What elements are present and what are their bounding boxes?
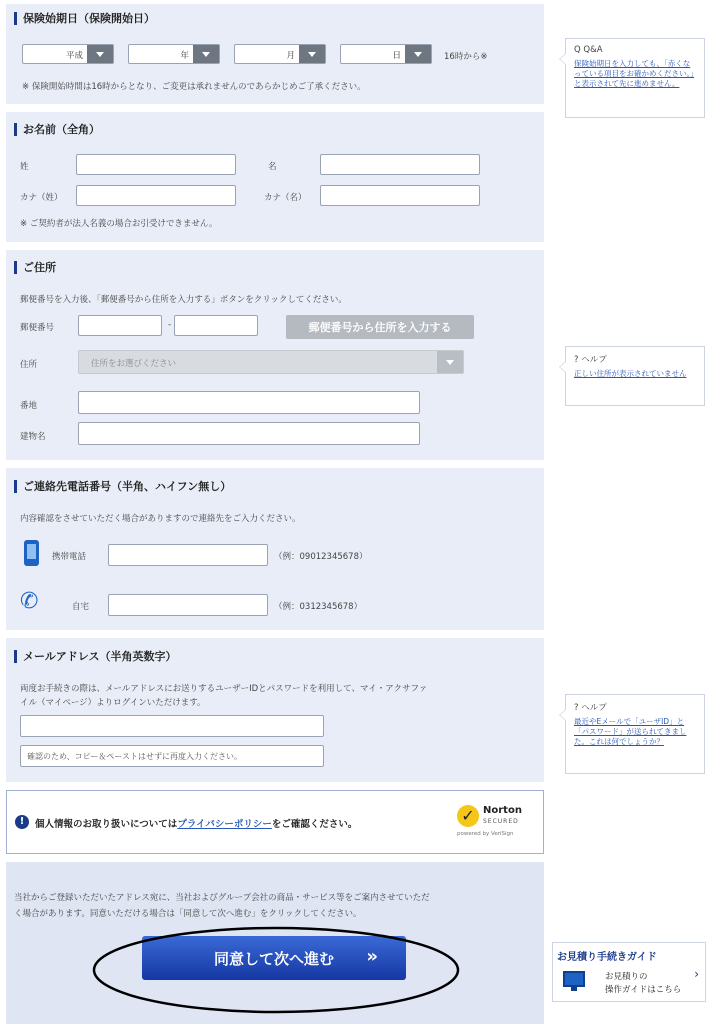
mei-input[interactable] bbox=[320, 154, 480, 175]
kana-sei-input[interactable] bbox=[76, 185, 236, 206]
guide-title: お見積り手続きガイド bbox=[557, 952, 657, 963]
guide-line1: お見積りの bbox=[605, 972, 648, 982]
agree-next-label: 同意して次へ進む bbox=[213, 949, 334, 968]
chevron-down-icon bbox=[437, 351, 463, 373]
help-link-email[interactable]: 最近やEメールで「ユーザID」と「パスワード」が送られてきました。これは何でしょうか？ bbox=[574, 717, 687, 746]
chevron-down-icon bbox=[299, 45, 325, 63]
address-instruction: 郵便番号を入力後、「郵便番号から住所を入力する」ボタンをクリックしてください。 bbox=[20, 295, 347, 305]
chevron-down-icon bbox=[193, 45, 219, 63]
day-select[interactable] bbox=[340, 44, 432, 64]
double-chevron-right-icon: » bbox=[366, 946, 378, 967]
chevron-down-icon bbox=[405, 45, 431, 63]
question-icon: ? bbox=[574, 355, 582, 365]
kana-mei-label: カナ（名） bbox=[264, 193, 307, 203]
address-label: 住所 bbox=[20, 360, 38, 370]
email-note-line1: 両度お手続きの際は、メールアドレスにお送りするユーザーIDとパスワードを利用して、マイ・アクサファ bbox=[20, 684, 428, 694]
norton-secured-badge bbox=[453, 803, 531, 843]
banchi-input[interactable] bbox=[78, 391, 420, 414]
qa-link[interactable]: 保険始期日を入力しても、「赤くなっている項目をお確かめください。」と表示されて先に進めません。 bbox=[574, 59, 694, 88]
name-note: ※ ご契約者が法人名義の場合お引受けできません。 bbox=[20, 219, 218, 229]
address-select-placeholder: 住所をお選びください bbox=[91, 359, 177, 369]
address-select[interactable] bbox=[78, 350, 464, 374]
month-select[interactable] bbox=[234, 44, 326, 64]
norton-sub: SECURED bbox=[483, 818, 519, 825]
email-confirm-placeholder: 確認のため、コピー＆ペーストはせずに再度入力ください。 bbox=[27, 752, 242, 761]
banchi-label: 番地 bbox=[20, 401, 38, 411]
home-phone-icon: ✆ bbox=[20, 589, 39, 614]
agree-note-line1: 当社からご登録いただいたアドレス宛に、当社およびグループ会社の商品・サービス等をご案内させていただ bbox=[14, 893, 430, 903]
address-section bbox=[6, 250, 544, 460]
privacy-policy-link[interactable]: プライバシーポリシー bbox=[177, 819, 272, 830]
postal-dash: - bbox=[168, 320, 172, 330]
help-box-address bbox=[565, 346, 705, 406]
help-link-address[interactable]: 正しい住所が表示されていません bbox=[574, 369, 687, 378]
mobile-label: 携帯電話 bbox=[52, 552, 87, 562]
norton-label: Norton bbox=[483, 805, 522, 816]
era-select[interactable] bbox=[22, 44, 114, 64]
day-value: 日 bbox=[392, 51, 401, 61]
phone-note: 内容確認をさせていただく場合がありますので連絡先をご入力ください。 bbox=[20, 514, 301, 524]
name-section bbox=[6, 112, 544, 242]
estimate-guide-box[interactable] bbox=[552, 942, 706, 1002]
email-note-line2: イル（マイページ）よりログインいただけます。 bbox=[20, 698, 206, 708]
chevron-right-icon: › bbox=[694, 967, 699, 981]
kana-sei-label: カナ（姓） bbox=[20, 193, 63, 203]
section-title: 保険始期日（保険開始日） bbox=[14, 12, 155, 25]
norton-powered: powered by VeriSign bbox=[457, 831, 514, 837]
start-date-note: ※ 保険開始時間は16時からとなり、ご変更は承れませんのであらかじめご了承ください。 bbox=[22, 82, 366, 92]
email-confirm-input[interactable] bbox=[20, 745, 324, 767]
qa-icon: Q bbox=[574, 45, 584, 55]
chevron-down-icon bbox=[87, 45, 113, 63]
start-time-suffix: 16時から※ bbox=[444, 52, 488, 62]
kana-mei-input[interactable] bbox=[320, 185, 480, 206]
postal-label: 郵便番号 bbox=[20, 323, 55, 333]
question-icon: ? bbox=[574, 703, 582, 713]
home-example: （例：0312345678） bbox=[274, 602, 363, 612]
home-phone-input[interactable] bbox=[108, 594, 268, 616]
postal-code-second-input[interactable] bbox=[174, 315, 258, 336]
privacy-notice bbox=[6, 790, 544, 854]
help-box-email bbox=[565, 694, 705, 774]
info-icon: ! bbox=[15, 815, 29, 829]
year-value: 年 bbox=[180, 51, 189, 61]
mobile-phone-icon bbox=[24, 540, 39, 566]
help-title: ? ヘルプ bbox=[574, 355, 607, 365]
section-title: お名前（全角） bbox=[14, 123, 100, 136]
email-section bbox=[6, 638, 544, 782]
year-select[interactable] bbox=[128, 44, 220, 64]
monitor-icon bbox=[563, 971, 585, 987]
email-input[interactable] bbox=[20, 715, 324, 737]
section-title: メールアドレス（半角英数字） bbox=[14, 650, 176, 663]
building-label: 建物名 bbox=[20, 432, 46, 442]
era-value: 平成 bbox=[65, 51, 83, 61]
agree-section bbox=[6, 862, 544, 1024]
building-input[interactable] bbox=[78, 422, 420, 445]
mobile-example: （例：09012345678） bbox=[274, 552, 368, 562]
mobile-phone-input[interactable] bbox=[108, 544, 268, 566]
highlight-ellipse bbox=[90, 924, 462, 1016]
home-label: 自宅 bbox=[72, 602, 90, 612]
mei-label: 名 bbox=[268, 162, 277, 172]
privacy-text-before: 個人情報のお取り扱いについては bbox=[35, 819, 178, 830]
postal-code-first-input[interactable] bbox=[78, 315, 162, 336]
phone-section bbox=[6, 468, 544, 630]
section-title: ご住所 bbox=[14, 261, 56, 274]
postal-lookup-button[interactable]: 郵便番号から住所を入力する bbox=[286, 315, 474, 339]
help-title: ? ヘルプ bbox=[574, 703, 607, 713]
agree-note-line2: く場合があります。同意いただける場合は「同意して次へ進む」をクリックしてください。 bbox=[14, 909, 362, 919]
start-date-section bbox=[6, 4, 544, 104]
guide-line2: 操作ガイドはこちら bbox=[605, 985, 682, 995]
qa-box bbox=[565, 38, 705, 118]
check-icon: ✓ bbox=[457, 805, 479, 827]
privacy-text bbox=[35, 816, 357, 830]
sei-label: 姓 bbox=[20, 162, 29, 172]
section-title: ご連絡先電話番号（半角、ハイフン無し） bbox=[14, 480, 231, 493]
privacy-text-after: をご確認ください。 bbox=[271, 819, 358, 830]
month-value: 月 bbox=[286, 51, 295, 61]
sei-input[interactable] bbox=[76, 154, 236, 175]
qa-title: Q Q&A bbox=[574, 45, 603, 55]
